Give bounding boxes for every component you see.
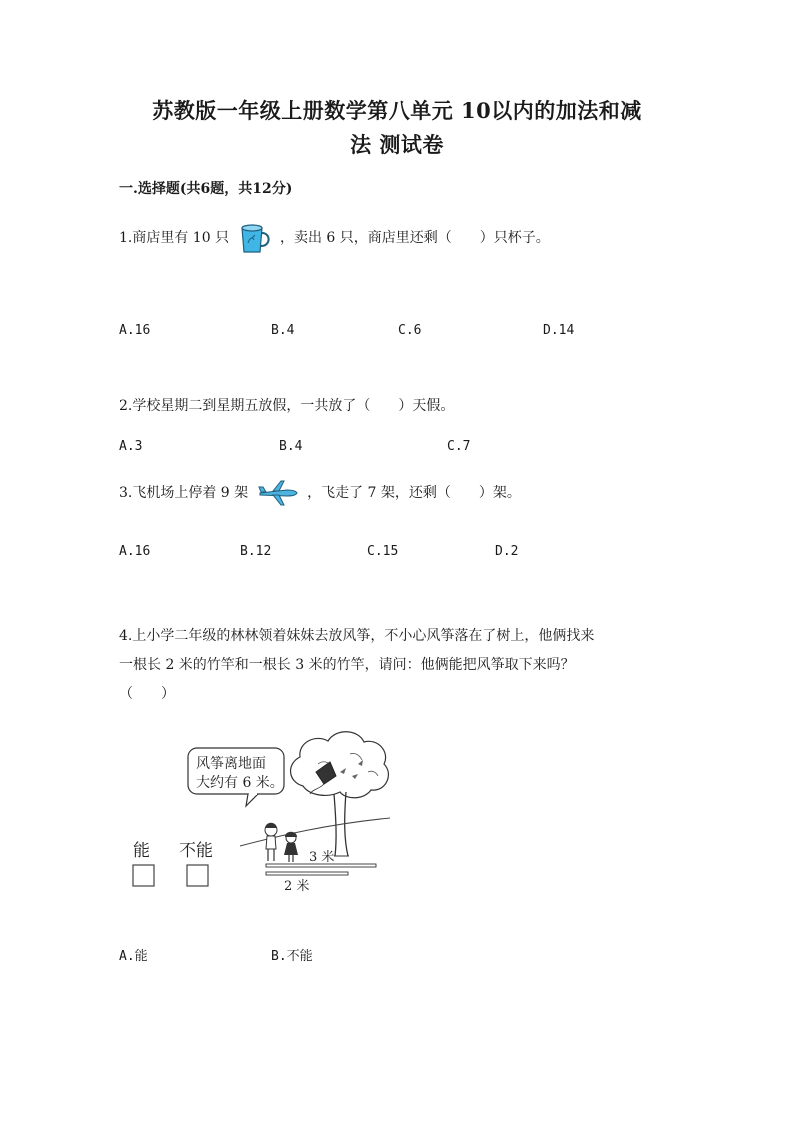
question-4 [119,622,659,709]
cannot-checkbox[interactable] [187,865,208,886]
question-4-blank: （ ） [119,686,175,702]
q3-option-b[interactable]: B.12 [240,544,272,559]
pole-2m-label: 2 米 [284,879,310,894]
question-1-text-end: ，卖出 6 只，商店里还剩（ ）只杯子。 [279,230,550,246]
can-checkbox[interactable] [133,865,154,886]
q4-option-a[interactable]: A.能 [119,949,148,964]
q4-option-b[interactable]: B.不能 [271,949,313,964]
q2-option-b[interactable]: B.4 [279,439,303,454]
question-1-text-start: 1.商店里有 10 只 [119,230,230,246]
q1-option-c[interactable]: C.6 [398,323,422,338]
q3-option-a[interactable]: A.16 [119,544,151,559]
cup-icon [238,222,272,254]
title-line-2: 法 测试卷 [350,132,444,157]
title-line-1: 苏教版一年级上册数学第八单元 10以内的加法和减 [152,98,642,123]
can-label: 能 [133,841,150,861]
question-4-line-2: 一根长 2 米的竹竿和一根长 3 米的竹竿，请问：他俩能把风筝取下来吗？ [119,657,575,673]
q1-option-d[interactable]: D.14 [543,323,575,338]
girl-figure [284,832,298,862]
pole-2m [266,872,348,875]
boy-figure [265,823,277,861]
q1-option-a[interactable]: A.16 [119,323,151,338]
bubble-line-1: 风筝离地面 [196,756,266,772]
kite-icon [316,762,336,784]
q2-option-c[interactable]: C.7 [447,439,471,454]
question-1 [119,222,550,254]
q1-option-b[interactable]: B.4 [271,323,295,338]
section-heading: 一.选择题(共6题，共12分) [119,181,293,197]
question-3-text-start: 3.飞机场上停着 9 架 [119,485,249,501]
airplane-icon [257,478,299,508]
q2-option-a[interactable]: A.3 [119,439,143,454]
bubble-line-2: 大约有 6 米。 [196,775,284,791]
question-2-text: 2.学校星期二到星期五放假，一共放了（ ）天假。 [119,398,455,414]
pole-3m-label: 3 米 [309,850,335,865]
question-4-line-1: 4.上小学二年级的林林领着妹妹去放风筝，不小心风筝落在了树上，他俩找来 [119,628,595,644]
q3-option-c[interactable]: C.15 [367,544,399,559]
page-title [110,94,684,162]
tree-canopy [291,732,389,798]
q3-option-d[interactable]: D.2 [495,544,519,559]
cannot-label: 不能 [179,841,213,861]
kite-tree-illustration [128,724,398,904]
question-3-text-end: ，飞走了 7 架，还剩（ ）架。 [307,485,521,501]
question-3 [119,478,521,508]
